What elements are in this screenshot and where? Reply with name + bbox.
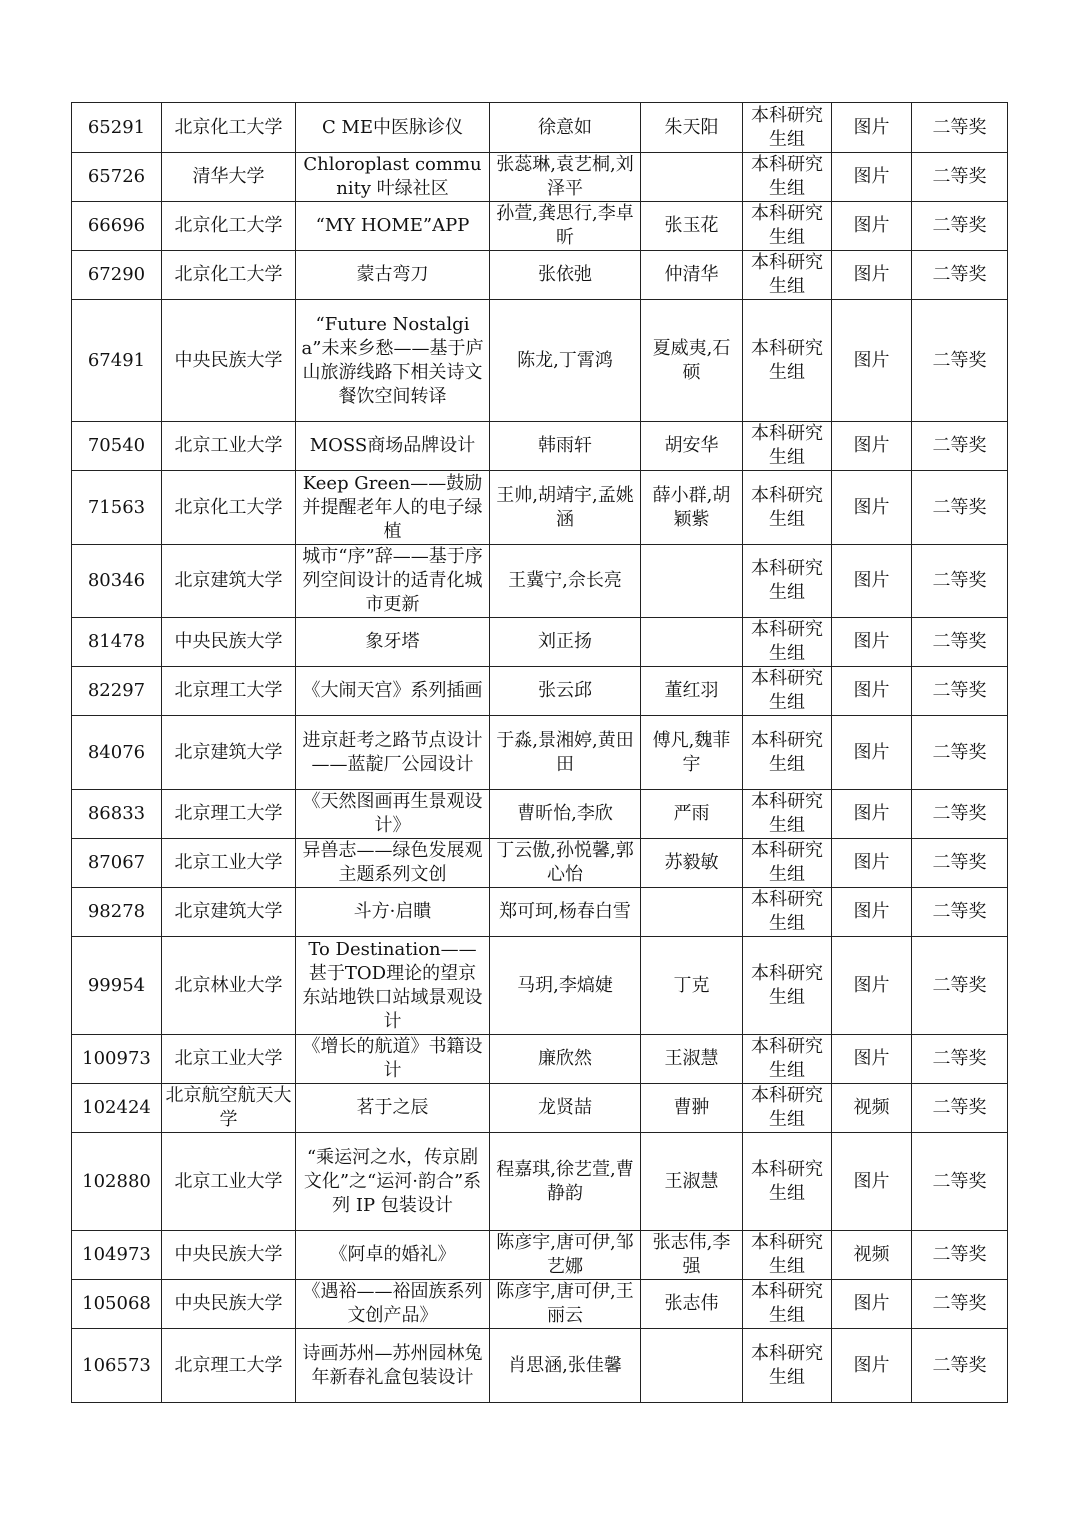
cell-authors: 马玥,李熇婕 [490,937,641,1035]
table-row [72,1280,1008,1329]
cell-authors: 陈彦宇,唐可伊,王丽云 [490,1280,641,1329]
table-row [72,618,1008,667]
cell-title: “MY HOME”APP [296,202,490,251]
cell-type: 图片 [832,300,912,422]
cell-authors: 肖思涵,张佳馨 [490,1329,641,1403]
table-row [72,471,1008,545]
cell-award: 二等奖 [912,300,1008,422]
cell-title: 城市“序”辞——基于序列空间设计的适青化城市更新 [296,545,490,618]
cell-type: 图片 [832,888,912,937]
cell-award: 二等奖 [912,422,1008,471]
cell-authors: 曹昕怡,李欣 [490,790,641,839]
cell-award: 二等奖 [912,888,1008,937]
cell-award: 二等奖 [912,1084,1008,1133]
cell-type: 图片 [832,839,912,888]
cell-type: 图片 [832,1329,912,1403]
cell-advisor: 朱天阳 [641,103,743,153]
award-table [71,102,1008,1403]
cell-id: 65726 [72,153,162,202]
cell-advisor: 胡安华 [641,422,743,471]
cell-award: 二等奖 [912,545,1008,618]
cell-id: 70540 [72,422,162,471]
cell-id: 102880 [72,1133,162,1231]
cell-group: 本科研究生组 [743,422,832,471]
cell-advisor [641,153,743,202]
cell-group: 本科研究生组 [743,153,832,202]
cell-award: 二等奖 [912,667,1008,716]
cell-id: 66696 [72,202,162,251]
cell-school: 北京理工大学 [162,1329,296,1403]
cell-award: 二等奖 [912,1280,1008,1329]
cell-advisor: 王淑慧 [641,1133,743,1231]
cell-type: 图片 [832,1280,912,1329]
cell-type: 图片 [832,618,912,667]
cell-type: 图片 [832,790,912,839]
cell-school: 北京化工大学 [162,251,296,300]
cell-school: 中央民族大学 [162,1231,296,1280]
cell-advisor: 薛小群,胡颖紫 [641,471,743,545]
cell-advisor: 张志伟 [641,1280,743,1329]
cell-group: 本科研究生组 [743,1084,832,1133]
cell-title: MOSS商场品牌设计 [296,422,490,471]
cell-advisor: 曹翀 [641,1084,743,1133]
cell-title: Chloroplast community 叶绿社区 [296,153,490,202]
cell-title: 诗画苏州—苏州园林兔年新春礼盒包装设计 [296,1329,490,1403]
cell-advisor [641,1329,743,1403]
table-row [72,790,1008,839]
cell-group: 本科研究生组 [743,667,832,716]
table-row [72,300,1008,422]
cell-type: 视频 [832,1231,912,1280]
table-row [72,202,1008,251]
cell-id: 81478 [72,618,162,667]
cell-award: 二等奖 [912,618,1008,667]
cell-school: 北京工业大学 [162,422,296,471]
table-row [72,422,1008,471]
cell-id: 82297 [72,667,162,716]
cell-id: 98278 [72,888,162,937]
cell-title: C ME中医脉诊仪 [296,103,490,153]
table-row [72,153,1008,202]
cell-group: 本科研究生组 [743,202,832,251]
cell-title: To Destination——甚于TOD理论的望京东站地铁口站域景观设计 [296,937,490,1035]
cell-award: 二等奖 [912,1035,1008,1084]
cell-award: 二等奖 [912,839,1008,888]
cell-title: 蒙古弯刀 [296,251,490,300]
cell-advisor: 苏毅敏 [641,839,743,888]
cell-school: 北京建筑大学 [162,888,296,937]
cell-title: 《阿卓的婚礼》 [296,1231,490,1280]
cell-authors: 陈龙,丁霄鸿 [490,300,641,422]
cell-title: 茗于之辰 [296,1084,490,1133]
cell-group: 本科研究生组 [743,790,832,839]
table-row [72,1035,1008,1084]
cell-authors: 韩雨轩 [490,422,641,471]
cell-authors: 张云邱 [490,667,641,716]
cell-type: 图片 [832,251,912,300]
table-row [72,1084,1008,1133]
cell-authors: 王冀宁,佘长亮 [490,545,641,618]
cell-school: 中央民族大学 [162,1280,296,1329]
cell-id: 71563 [72,471,162,545]
cell-group: 本科研究生组 [743,716,832,790]
cell-award: 二等奖 [912,790,1008,839]
cell-authors: 孙萱,龚思行,李卓昕 [490,202,641,251]
cell-authors: 陈彦宇,唐可伊,邹艺娜 [490,1231,641,1280]
cell-title: 《天然图画再生景观设计》 [296,790,490,839]
cell-school: 北京理工大学 [162,667,296,716]
cell-award: 二等奖 [912,202,1008,251]
cell-school: 北京化工大学 [162,202,296,251]
cell-type: 图片 [832,471,912,545]
table-row [72,1231,1008,1280]
cell-id: 84076 [72,716,162,790]
cell-title: 《增长的航道》书籍设计 [296,1035,490,1084]
cell-authors: 丁云傲,孙悦馨,郭心怡 [490,839,641,888]
cell-type: 图片 [832,1133,912,1231]
cell-group: 本科研究生组 [743,103,832,153]
cell-type: 图片 [832,153,912,202]
cell-id: 80346 [72,545,162,618]
cell-school: 北京建筑大学 [162,545,296,618]
cell-group: 本科研究生组 [743,1329,832,1403]
cell-type: 视频 [832,1084,912,1133]
cell-award: 二等奖 [912,716,1008,790]
cell-advisor [641,545,743,618]
cell-group: 本科研究生组 [743,1035,832,1084]
cell-school: 清华大学 [162,153,296,202]
cell-group: 本科研究生组 [743,300,832,422]
cell-title: “Future Nostalgia”未来乡愁——基于庐山旅游线路下相关诗文餐饮空间转译 [296,300,490,422]
table-row [72,937,1008,1035]
cell-authors: 廉欣然 [490,1035,641,1084]
cell-school: 北京林业大学 [162,937,296,1035]
cell-id: 106573 [72,1329,162,1403]
cell-title: 斗方·启瞶 [296,888,490,937]
cell-type: 图片 [832,545,912,618]
cell-group: 本科研究生组 [743,471,832,545]
cell-award: 二等奖 [912,1329,1008,1403]
cell-id: 67491 [72,300,162,422]
cell-authors: 张依弛 [490,251,641,300]
cell-advisor: 严雨 [641,790,743,839]
cell-title: 《大闹天宫》系列插画 [296,667,490,716]
cell-authors: 程嘉琪,徐艺萱,曹静韵 [490,1133,641,1231]
cell-school: 北京工业大学 [162,839,296,888]
cell-title: 象牙塔 [296,618,490,667]
cell-authors: 刘正扬 [490,618,641,667]
cell-school: 中央民族大学 [162,618,296,667]
cell-id: 99954 [72,937,162,1035]
cell-title: 《遇裕——裕固族系列文创产品》 [296,1280,490,1329]
cell-id: 102424 [72,1084,162,1133]
cell-id: 105068 [72,1280,162,1329]
cell-type: 图片 [832,1035,912,1084]
table-row [72,251,1008,300]
cell-award: 二等奖 [912,1231,1008,1280]
table-row [72,1329,1008,1403]
cell-title: 异兽志——绿色发展观主题系列文创 [296,839,490,888]
cell-id: 104973 [72,1231,162,1280]
cell-school: 北京建筑大学 [162,716,296,790]
cell-group: 本科研究生组 [743,618,832,667]
cell-award: 二等奖 [912,1133,1008,1231]
table-row [72,667,1008,716]
cell-group: 本科研究生组 [743,937,832,1035]
cell-advisor: 傅凡,魏菲宇 [641,716,743,790]
cell-award: 二等奖 [912,251,1008,300]
cell-authors: 郑可珂,杨春白雪 [490,888,641,937]
cell-advisor [641,618,743,667]
cell-advisor: 丁克 [641,937,743,1035]
cell-type: 图片 [832,716,912,790]
cell-id: 67290 [72,251,162,300]
cell-school: 北京理工大学 [162,790,296,839]
cell-school: 北京工业大学 [162,1133,296,1231]
table-row [72,103,1008,153]
cell-type: 图片 [832,667,912,716]
cell-advisor: 张志伟,李强 [641,1231,743,1280]
cell-school: 北京化工大学 [162,471,296,545]
cell-advisor: 夏威夷,石硕 [641,300,743,422]
cell-id: 87067 [72,839,162,888]
cell-title: 进京赶考之路节点设计——蓝靛厂公园设计 [296,716,490,790]
cell-school: 北京化工大学 [162,103,296,153]
cell-type: 图片 [832,103,912,153]
cell-type: 图片 [832,202,912,251]
table-row [72,716,1008,790]
cell-authors: 于淼,景湘婷,黄田田 [490,716,641,790]
table-row [72,545,1008,618]
cell-group: 本科研究生组 [743,1133,832,1231]
cell-advisor [641,888,743,937]
cell-school: 北京航空航天大学 [162,1084,296,1133]
cell-type: 图片 [832,422,912,471]
cell-authors: 龙贤喆 [490,1084,641,1133]
cell-award: 二等奖 [912,937,1008,1035]
cell-id: 100973 [72,1035,162,1084]
cell-authors: 徐意如 [490,103,641,153]
cell-group: 本科研究生组 [743,888,832,937]
cell-group: 本科研究生组 [743,545,832,618]
table-body [72,103,1008,1403]
cell-group: 本科研究生组 [743,1231,832,1280]
cell-group: 本科研究生组 [743,839,832,888]
cell-advisor: 张玉花 [641,202,743,251]
table-row [72,1133,1008,1231]
cell-authors: 张蕊琳,袁艺桐,刘泽平 [490,153,641,202]
cell-id: 86833 [72,790,162,839]
table-row [72,888,1008,937]
cell-award: 二等奖 [912,471,1008,545]
cell-advisor: 董红羽 [641,667,743,716]
cell-advisor: 仲清华 [641,251,743,300]
cell-award: 二等奖 [912,103,1008,153]
cell-group: 本科研究生组 [743,251,832,300]
cell-id: 65291 [72,103,162,153]
cell-group: 本科研究生组 [743,1280,832,1329]
cell-type: 图片 [832,937,912,1035]
cell-authors: 王帅,胡靖宇,孟姚涵 [490,471,641,545]
cell-advisor: 王淑慧 [641,1035,743,1084]
cell-title: Keep Green——鼓励并提醒老年人的电子绿植 [296,471,490,545]
table-row [72,839,1008,888]
cell-school: 中央民族大学 [162,300,296,422]
cell-award: 二等奖 [912,153,1008,202]
cell-school: 北京工业大学 [162,1035,296,1084]
cell-title: “乘运河之水，传京剧文化”之“运河·韵合”系列 IP 包装设计 [296,1133,490,1231]
